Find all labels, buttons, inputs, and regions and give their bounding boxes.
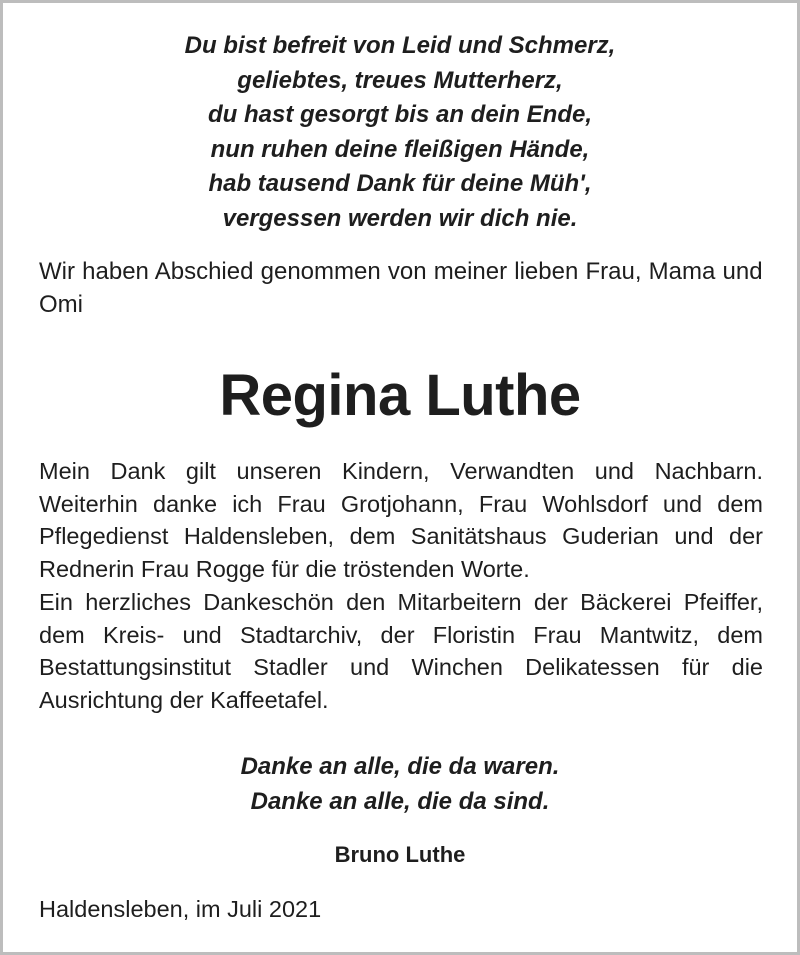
- thanks-text: [39, 455, 763, 717]
- signature: Bruno Luthe: [334, 842, 466, 867]
- closing-line: Danke an alle, die da sind.: [250, 787, 550, 815]
- farewell-intro: Wir haben Abschied genommen von meiner lieben Frau, Mama und Omi: [39, 258, 763, 318]
- thanks-paragraph: Mein Dank gilt unseren Kindern, Verwandten und Nachbarn. Weiterhin danke ich Frau Grotjohann, Frau Wohlsdorf und dem Pflegedienst Haldensleben, dem Sanitätshaus Guderian und der Rednerin Frau Rogge für die tröstenden Worte.: [39, 458, 763, 583]
- place-date: Haldensleben, im Juli 2021: [39, 896, 322, 922]
- deceased-name: Regina Luthe: [219, 363, 581, 428]
- closing-lines: [3, 750, 797, 819]
- poem-line: vergessen werden wir dich nie.: [222, 204, 578, 232]
- memorial-poem: [3, 29, 797, 236]
- closing-line: Danke an alle, die da waren.: [240, 753, 560, 780]
- poem-line: Du bist befreit von Leid und Schmerz,: [184, 32, 616, 59]
- poem-line: hab tausend Dank für deine Müh',: [208, 170, 592, 197]
- poem-line: du hast gesorgt bis an dein Ende,: [207, 101, 593, 128]
- thanks-paragraph: Ein herzliches Dankeschön den Mitarbeitern der Bäckerei Pfeiffer, dem Kreis- und Stadtarchiv, der Floristin Frau Mantwitz, dem Bestattungsinstitut Stadler und Winchen Delikatessen für die Ausrichtung der Kaffeetafel.: [39, 588, 763, 713]
- poem-line: nun ruhen deine fleißigen Hände,: [210, 135, 590, 163]
- poem-line: geliebtes, treues Mutterherz,: [237, 66, 563, 94]
